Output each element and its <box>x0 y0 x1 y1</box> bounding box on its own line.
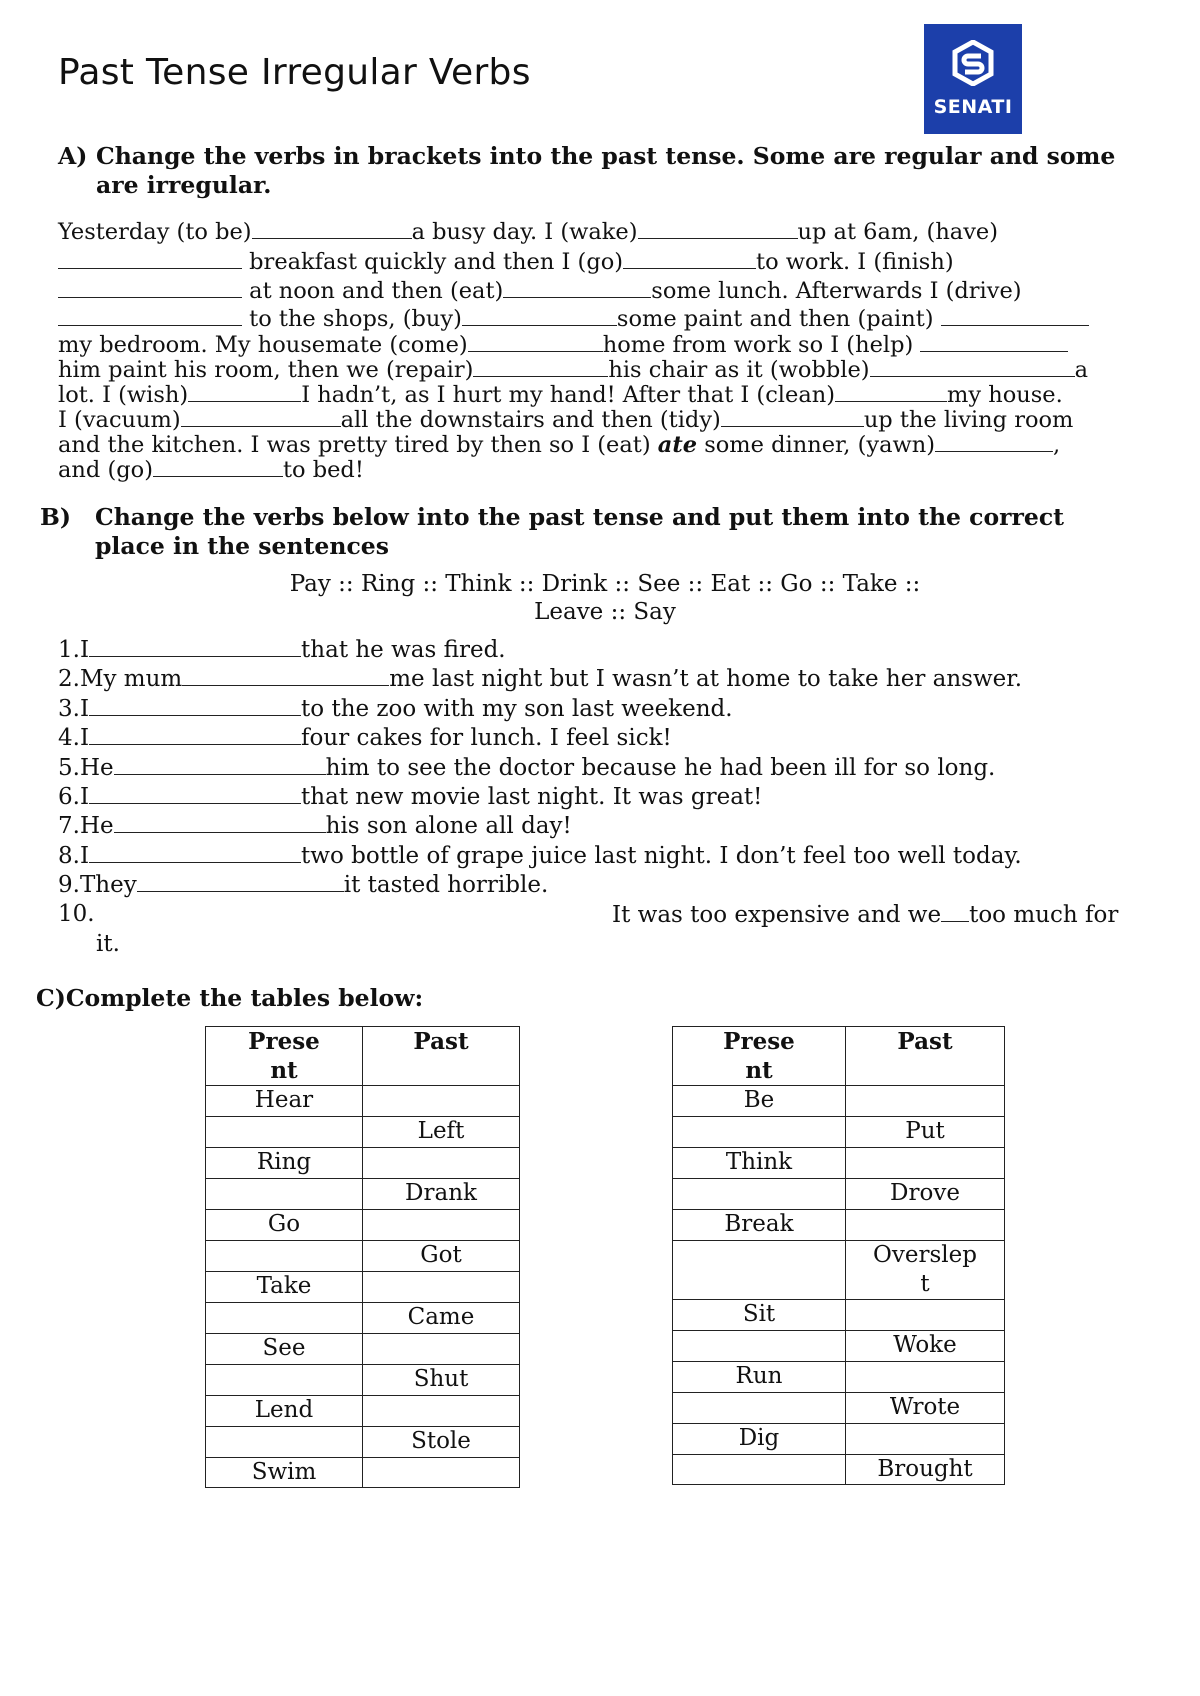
answer-cell[interactable] <box>846 1086 1005 1117</box>
past-verb-cell: Overslep t <box>846 1241 1005 1300</box>
table-row <box>673 1300 1005 1331</box>
answer-cell[interactable] <box>363 1272 520 1303</box>
section-c-instruction: Complete the tables below: <box>65 984 424 1012</box>
past-verb-cell: Came <box>363 1303 520 1334</box>
answer-blank[interactable] <box>58 305 242 326</box>
answer-blank[interactable] <box>473 356 608 377</box>
table-row <box>673 1331 1005 1362</box>
table-row <box>206 1427 520 1458</box>
answer-cell[interactable] <box>206 1427 363 1458</box>
text: I hadn’t, as I hurt my hand! After that I (clean) <box>301 382 836 408</box>
table-row <box>673 1086 1005 1117</box>
senati-logo <box>924 24 1022 134</box>
text: to the zoo with my son last weekend. <box>301 695 733 722</box>
section-b-label: B) <box>40 503 71 531</box>
paragraph-line <box>58 277 1143 305</box>
past-column-header: Past <box>363 1027 520 1086</box>
sentence-number: 5. <box>58 754 80 781</box>
text: me last night but I wasn’t at home to take her answer. <box>389 666 1023 693</box>
past-verb-cell: Put <box>846 1117 1005 1148</box>
sentence-number: 8. <box>58 842 80 869</box>
paragraph-line <box>58 356 1143 381</box>
text: I <box>79 637 90 663</box>
present-verb-cell: Take <box>206 1272 363 1303</box>
section-c-heading <box>36 984 736 1013</box>
past-verb-cell: Shut <box>363 1365 520 1396</box>
text: him to see the doctor because he had been ill for so long. <box>325 754 996 781</box>
present-verb-cell: Go <box>206 1210 363 1241</box>
text: I (vacuum) <box>58 407 181 433</box>
answer-cell[interactable] <box>206 1241 363 1272</box>
text: I <box>79 842 90 869</box>
answer-cell[interactable] <box>673 1455 846 1485</box>
section-b-heading <box>40 503 1150 561</box>
answer-blank[interactable] <box>114 754 326 775</box>
table-header-row <box>673 1027 1005 1086</box>
text: My mum <box>79 666 183 693</box>
verb-table-1 <box>205 1026 520 1488</box>
text: to the shops, (buy) <box>249 306 462 332</box>
table-row <box>673 1362 1005 1393</box>
text: four cakes for lunch. I feel sick! <box>301 725 672 752</box>
sentence-list <box>58 636 1148 960</box>
answer-cell[interactable] <box>363 1210 520 1241</box>
table-row <box>673 1241 1005 1300</box>
table-row <box>673 1424 1005 1455</box>
answer-blank[interactable] <box>835 381 947 402</box>
answer-blank[interactable] <box>114 812 326 833</box>
answer-blank[interactable] <box>188 381 301 402</box>
answer-blank[interactable] <box>181 406 341 427</box>
text: breakfast quickly and then I (go) <box>249 249 624 275</box>
text: it tasted horrible. <box>343 872 549 899</box>
sentence-number: 10. <box>58 900 95 927</box>
answer-cell[interactable] <box>206 1303 363 1334</box>
past-verb-cell: Stole <box>363 1427 520 1458</box>
table-row <box>673 1148 1005 1179</box>
text: some dinner, (yawn) <box>704 432 936 458</box>
section-b-instruction-line2: place in the sentences <box>95 532 389 560</box>
table-row <box>673 1210 1005 1241</box>
paragraph-line <box>58 406 1143 431</box>
answer-cell[interactable] <box>363 1396 520 1427</box>
section-a-heading <box>58 142 1158 200</box>
answer-cell[interactable] <box>673 1331 846 1362</box>
table-row <box>206 1179 520 1210</box>
present-verb-cell: Break <box>673 1210 846 1241</box>
answer-cell[interactable] <box>363 1334 520 1365</box>
text: my house. <box>947 382 1063 408</box>
answer-blank[interactable] <box>462 305 617 326</box>
section-a-paragraph <box>58 218 1143 481</box>
table-row <box>206 1241 520 1272</box>
past-verb-cell: Got <box>363 1241 520 1272</box>
section-c-label: C) <box>36 984 66 1012</box>
present-verb-cell: Lend <box>206 1396 363 1427</box>
paragraph-line <box>58 456 1143 481</box>
text: a <box>1074 357 1088 383</box>
sentence-10-continuation: it. <box>96 930 120 957</box>
present-verb-cell: Be <box>673 1086 846 1117</box>
text: too much for <box>969 901 1119 928</box>
answer-cell[interactable] <box>846 1300 1005 1331</box>
answer-blank[interactable] <box>638 218 798 239</box>
past-verb-cell: Woke <box>846 1331 1005 1362</box>
paragraph-line <box>58 331 1143 356</box>
senati-emblem-icon <box>950 40 996 86</box>
present-verb-cell: Run <box>673 1362 846 1393</box>
text: at noon and then (eat) <box>249 278 504 304</box>
present-verb-cell: Think <box>673 1148 846 1179</box>
answer-blank[interactable] <box>89 695 301 716</box>
text: some paint and then (paint) <box>616 306 934 332</box>
sentence-item <box>58 842 1148 871</box>
sentence-number: 3. <box>58 695 80 722</box>
present-verb-cell: Swim <box>206 1458 363 1488</box>
text: some lunch. Afterwards I (drive) <box>651 278 1022 304</box>
answer-blank[interactable] <box>721 406 864 427</box>
text: Yesterday (to be) <box>58 219 252 245</box>
section-a-instruction-line2: are irregular. <box>96 171 272 199</box>
table-row <box>206 1365 520 1396</box>
table-row <box>673 1179 1005 1210</box>
answer-blank[interactable] <box>153 456 283 477</box>
answer-cell[interactable] <box>846 1210 1005 1241</box>
table-row <box>206 1303 520 1334</box>
text: his chair as it (wobble) <box>608 357 870 383</box>
page-title: Past Tense Irregular Verbs <box>58 52 531 93</box>
table-row <box>206 1458 520 1488</box>
present-verb-cell: Sit <box>673 1300 846 1331</box>
present-verb-cell: Dig <box>673 1424 846 1455</box>
table-row <box>206 1334 520 1365</box>
table-row <box>206 1396 520 1427</box>
text: a busy day. I (wake) <box>411 219 638 245</box>
answer-blank[interactable] <box>58 248 242 269</box>
sentence-item <box>58 695 1148 724</box>
text: and (go) <box>58 457 153 483</box>
present-column-header: Prese nt <box>673 1027 846 1086</box>
answer-cell[interactable] <box>673 1179 846 1210</box>
past-verb-cell: Drove <box>846 1179 1005 1210</box>
answer-blank[interactable] <box>89 636 301 657</box>
answer-blank[interactable] <box>623 248 756 269</box>
sentence-number: 9. <box>58 872 80 899</box>
answer-blank[interactable] <box>870 356 1075 377</box>
answer-cell[interactable] <box>673 1393 846 1424</box>
word-bank-line1: Pay :: Ring :: Think :: Drink :: See :: Eat :: Go :: Take :: <box>289 571 921 597</box>
answer-blank[interactable] <box>58 277 242 298</box>
text: He <box>79 813 114 840</box>
sentence-item <box>58 636 1148 665</box>
answer-blank[interactable] <box>468 331 603 352</box>
sentence-item <box>58 871 1148 900</box>
sentence-number: 7. <box>58 813 80 840</box>
sentence-number: 1. <box>58 637 80 663</box>
text: I <box>79 783 90 810</box>
answer-blank[interactable] <box>137 871 344 892</box>
sentence-item <box>58 665 1148 694</box>
past-verb-cell: Drank <box>363 1179 520 1210</box>
answer-cell[interactable] <box>206 1117 363 1148</box>
text: They <box>79 872 137 899</box>
answer-cell[interactable] <box>673 1117 846 1148</box>
present-verb-cell: See <box>206 1334 363 1365</box>
answer-blank[interactable] <box>182 665 389 686</box>
answer-blank[interactable] <box>503 277 651 298</box>
text: all the downstairs and then (tidy) <box>340 407 721 433</box>
verb-word-bank <box>230 570 980 626</box>
answer-blank[interactable] <box>935 431 1053 452</box>
text: , <box>1053 432 1061 458</box>
table-row <box>206 1272 520 1303</box>
sentence-number: 6. <box>58 783 80 810</box>
sentence-10-text <box>612 901 1118 928</box>
sentence-item <box>58 783 1148 812</box>
sentence-item <box>58 812 1148 841</box>
section-a-instruction-line1: Change the verbs in brackets into the past tense. Some are regular and some <box>96 142 1116 170</box>
present-column-header: Prese nt <box>206 1027 363 1086</box>
answer-cell[interactable] <box>673 1241 846 1300</box>
example-answer: ate <box>657 432 698 458</box>
sentence-number: 2. <box>58 666 80 693</box>
text: home from work so I (help) <box>602 332 914 358</box>
table-row <box>206 1148 520 1179</box>
paragraph-line <box>58 431 1143 456</box>
paragraph-line <box>58 248 1143 277</box>
section-b-instruction-line1: Change the verbs below into the past tense and put them into the correct <box>95 503 1065 531</box>
paragraph-line <box>58 305 1143 331</box>
answer-blank[interactable] <box>941 305 1089 326</box>
table-row <box>673 1393 1005 1424</box>
section-a-label: A) <box>58 142 88 170</box>
text: that new movie last night. It was great! <box>301 783 763 810</box>
answer-cell[interactable] <box>363 1458 520 1488</box>
answer-cell[interactable] <box>846 1148 1005 1179</box>
text: lot. I (wish) <box>58 382 189 408</box>
text: and the kitchen. I was pretty tired by then so I (eat) <box>58 432 651 458</box>
text: two bottle of grape juice last night. I don’t feel too well today. <box>301 842 1022 869</box>
table-row <box>206 1086 520 1117</box>
past-verb-cell: Brought <box>846 1455 1005 1485</box>
answer-blank[interactable] <box>89 842 301 863</box>
past-verb-cell: Left <box>363 1117 520 1148</box>
logo-text: SENATI <box>933 96 1013 118</box>
answer-blank[interactable] <box>252 218 412 239</box>
answer-cell[interactable] <box>206 1365 363 1396</box>
table-row <box>673 1455 1005 1485</box>
present-verb-cell: Ring <box>206 1148 363 1179</box>
past-column-header: Past <box>846 1027 1005 1086</box>
text: I <box>79 695 90 722</box>
answer-cell[interactable] <box>846 1424 1005 1455</box>
verb-table-2 <box>672 1026 1005 1485</box>
answer-blank[interactable] <box>920 331 1068 352</box>
text: his son alone all day! <box>325 813 572 840</box>
sentence-item <box>58 724 1148 753</box>
answer-cell[interactable] <box>363 1148 520 1179</box>
table-row <box>206 1117 520 1148</box>
table-row <box>206 1210 520 1241</box>
table-row <box>673 1117 1005 1148</box>
answer-cell[interactable] <box>846 1362 1005 1393</box>
word-bank-line2: Leave :: Say <box>534 599 676 625</box>
answer-blank[interactable] <box>89 783 301 804</box>
present-verb-cell: Hear <box>206 1086 363 1117</box>
table-header-row <box>206 1027 520 1086</box>
text: my bedroom. My housemate (come) <box>58 332 468 358</box>
answer-blank[interactable] <box>941 901 969 922</box>
text: It was too expensive and we <box>612 901 942 928</box>
sentence-item <box>58 754 1148 783</box>
text: up at 6am, (have) <box>797 219 999 245</box>
answer-blank[interactable] <box>89 724 301 745</box>
text: He <box>79 754 114 781</box>
text: I <box>79 725 90 752</box>
text: up the living room <box>863 407 1074 433</box>
paragraph-line <box>58 381 1143 406</box>
text: that he was fired. <box>301 637 506 663</box>
sentence-number: 4. <box>58 725 80 752</box>
answer-cell[interactable] <box>206 1179 363 1210</box>
answer-cell[interactable] <box>363 1086 520 1117</box>
paragraph-line <box>58 218 1143 248</box>
text: to work. I (finish) <box>756 249 954 275</box>
text: him paint his room, then we (repair) <box>58 357 474 383</box>
text: to bed! <box>282 457 364 483</box>
past-verb-cell: Wrote <box>846 1393 1005 1424</box>
sentence-item <box>58 901 1148 931</box>
